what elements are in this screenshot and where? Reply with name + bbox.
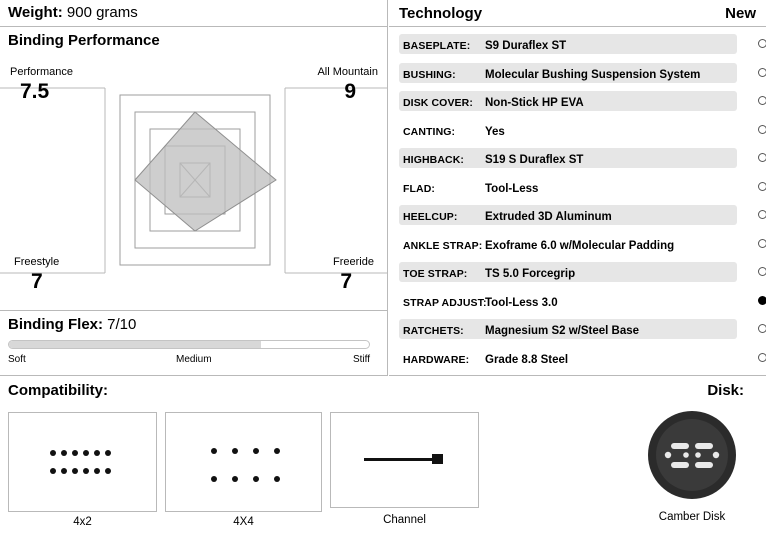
weight-value: 900 grams (66, 4, 138, 21)
compatibility-box-4x2 (8, 412, 157, 512)
divider (389, 375, 766, 376)
divider (389, 26, 766, 27)
binding-flex-value: 7/10 (107, 316, 137, 333)
radar-value-all-mountain: 9 (344, 80, 356, 103)
technology-key: ANKLE STRAP: (403, 239, 483, 252)
technology-panel (389, 0, 766, 375)
technology-value: Non-Stick HP EVA (485, 97, 584, 110)
radar-value-freeride: 7 (340, 270, 352, 293)
compatibility-caption-4x4: 4X4 (233, 516, 254, 528)
disk-section (632, 410, 752, 523)
binding-flex-scale (8, 354, 370, 368)
new-indicator-radio[interactable] (758, 153, 766, 162)
flex-scale-medium: Medium (176, 354, 212, 365)
new-indicator-radio[interactable] (758, 68, 766, 77)
technology-value: TS 5.0 Forcegrip (485, 268, 576, 281)
technology-row (399, 146, 756, 175)
technology-value: Exoframe 6.0 w/Molecular Padding (485, 239, 675, 252)
technology-key: BASEPLATE: (403, 40, 471, 53)
technology-key: STRAP ADJUST: (403, 296, 487, 309)
divider (0, 375, 388, 376)
technology-key: HEELCUP: (403, 211, 458, 224)
technology-row (399, 32, 756, 61)
disk-caption: Camber Disk (658, 511, 726, 523)
weight-label: Weight: (8, 4, 63, 21)
technology-row (399, 260, 756, 289)
technology-value: S9 Duraflex ST (485, 40, 567, 53)
compatibility-caption-4x2: 4x2 (73, 516, 92, 528)
technology-heading: Technology (399, 5, 483, 22)
divider (0, 26, 388, 27)
flex-scale-soft: Soft (8, 354, 26, 365)
new-indicator-radio[interactable] (758, 324, 766, 333)
new-indicator-radio[interactable] (758, 267, 766, 276)
new-column-heading: New (725, 5, 756, 22)
technology-value: Extruded 3D Aluminum (485, 211, 612, 224)
pattern-4x2-icon (9, 413, 156, 511)
disk-title: Disk: (707, 382, 744, 399)
technology-row (399, 89, 756, 118)
technology-value: Tool-Less (485, 182, 539, 195)
technology-row (399, 346, 756, 375)
technology-row (399, 61, 756, 90)
technology-row (399, 317, 756, 346)
pattern-4x4-icon (166, 413, 321, 511)
radar-chart-svg (0, 58, 388, 308)
new-indicator-radio[interactable] (758, 96, 766, 105)
technology-value: Yes (485, 125, 505, 138)
radar-value-performance: 7.5 (20, 80, 50, 103)
pattern-channel-icon (331, 413, 478, 507)
new-indicator-radio[interactable] (758, 125, 766, 134)
binding-performance-panel (0, 0, 388, 375)
technology-row (399, 203, 756, 232)
technology-key: RATCHETS: (403, 325, 464, 338)
compatibility-title: Compatibility: (8, 382, 108, 399)
technology-list (399, 32, 756, 374)
technology-key: BUSHING: (403, 68, 456, 81)
technology-key: HARDWARE: (403, 353, 470, 366)
radar-label-all-mountain: All Mountain (317, 66, 378, 78)
new-indicator-radio[interactable] (758, 39, 766, 48)
radar-value-freestyle: 7 (31, 270, 43, 293)
technology-row (399, 175, 756, 204)
compatibility-caption-channel: Channel (383, 514, 426, 526)
technology-row (399, 118, 756, 147)
binding-performance-title: Binding Performance (8, 32, 160, 49)
technology-value: S19 S Duraflex ST (485, 154, 584, 167)
radar-label-freestyle: Freestyle (14, 256, 60, 268)
new-indicator-radio[interactable] (758, 210, 766, 219)
technology-key: FLAD: (403, 182, 435, 195)
new-indicator-radio[interactable] (758, 182, 766, 191)
technology-value: Molecular Bushing Suspension System (485, 68, 701, 81)
binding-flex-label: Binding Flex: (8, 316, 103, 333)
technology-key: TOE STRAP: (403, 268, 468, 281)
new-indicator-radio[interactable] (758, 296, 766, 305)
compatibility-box-channel (330, 412, 479, 508)
technology-key: DISK COVER: (403, 97, 473, 110)
technology-value: Tool-Less 3.0 (485, 296, 558, 309)
new-indicator-radio[interactable] (758, 353, 766, 362)
binding-flex-title (8, 316, 136, 333)
technology-value: Magnesium S2 w/Steel Base (485, 325, 640, 338)
radar-label-performance: Performance (10, 66, 73, 78)
radar-chart (0, 58, 388, 308)
camber-disk-icon (647, 410, 737, 500)
binding-flex-bar (8, 340, 370, 349)
compatibility-box-4x4 (165, 412, 322, 512)
weight-row (8, 4, 138, 21)
radar-label-freeride: Freeride (333, 256, 374, 268)
flex-scale-stiff: Stiff (352, 354, 370, 365)
technology-row (399, 232, 756, 261)
technology-value: Grade 8.8 Steel (485, 353, 569, 366)
binding-flex-fill (9, 341, 261, 348)
divider (0, 310, 388, 311)
technology-key: HIGHBACK: (403, 154, 464, 167)
new-indicator-radio[interactable] (758, 239, 766, 248)
technology-row (399, 289, 756, 318)
technology-key: CANTING: (403, 125, 456, 138)
